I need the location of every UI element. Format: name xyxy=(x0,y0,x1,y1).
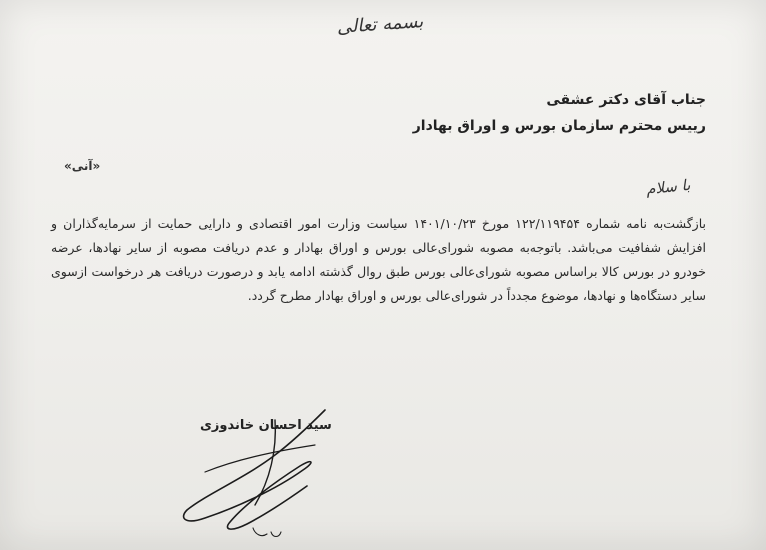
letter-heading: بسمه تعالی xyxy=(336,11,424,38)
recipient-title: رییس محترم سازمان بورس و اوراق بهادار xyxy=(412,118,706,134)
handwritten-signature xyxy=(175,400,355,545)
letter-body: بازگشت‌به نامه شماره ۱۲۲/۱۱۹۴۵۴ مورخ ۱۴۰۱/۱۰/۲۳ سیاست وزارت امور اقتصادی و دارایی حمایت از سرمایه‌گذاران و افزایش شفافیت می‌باشد. باتوجه‌به مصوبه شورای‌عالی بورس و اوراق بهادار و عدم دریافت مصوبه از سایر نهادها، عرضه خودرو در بورس کالا براساس مصوبه شورای‌عالی بورس طبق روال گذشته ادامه یابد و درصورت دریافت هر درخواست ازسوی سایر دستگاه‌ها و نهادها، موضوع مجدداً در شورای‌عالی بورس و اوراق بهادار مطرح گردد. xyxy=(51,216,706,303)
greeting: با سلام xyxy=(644,175,691,199)
urgency-label: «آنی» xyxy=(64,159,101,173)
signer-name: سید احسان خاندوزی xyxy=(200,418,332,433)
recipient-name: جناب آقای دکتر عشقی xyxy=(546,92,706,108)
